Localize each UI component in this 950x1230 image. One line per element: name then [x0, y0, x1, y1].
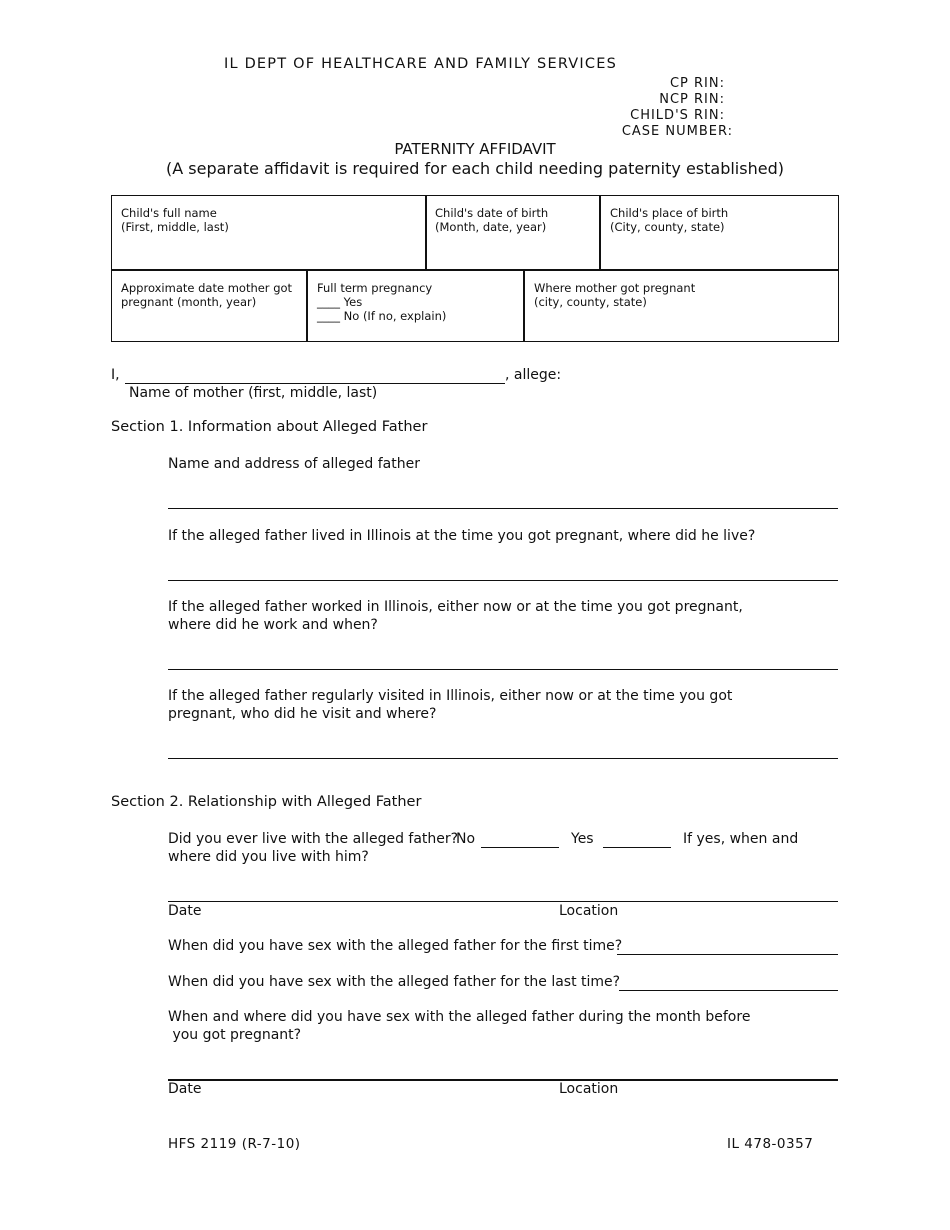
section2-heading: Section 2. Relationship with Alleged Father — [111, 794, 422, 810]
no-answer-blank[interactable] — [481, 847, 559, 848]
yes-option: ____ Yes — [317, 295, 363, 309]
childs-dob-field[interactable] — [426, 197, 598, 243]
date-caption: Date — [168, 903, 202, 919]
childs-full-name-field[interactable] — [112, 197, 422, 243]
no-option: ____ No (If no, explain) — [317, 309, 447, 323]
location-caption: Location — [559, 1081, 619, 1097]
allege-suffix: , allege: — [505, 367, 562, 383]
first-sex-question: When did you have sex with the alleged father for the first time? — [168, 938, 623, 954]
month-before-answer-line[interactable] — [168, 1079, 838, 1081]
form-title: PATERNITY AFFIDAVIT — [394, 140, 556, 158]
father-name-address-question: Name and address of alleged father — [168, 456, 420, 472]
field-label: Approximate date mother got — [121, 281, 293, 295]
first-sex-answer-line[interactable] — [617, 954, 838, 955]
month-before-question-line1: When and where did you have sex with the alleged father during the month before — [168, 1009, 751, 1025]
father-illinois-visit-answer-line[interactable] — [168, 758, 838, 759]
mother-name-input-line[interactable] — [125, 383, 505, 384]
cp-rin-label: CP RIN: — [669, 76, 725, 91]
field-hint: (First, middle, last) — [121, 220, 229, 234]
ncp-rin-label: NCP RIN: — [659, 92, 725, 107]
father-illinois-work-answer-line[interactable] — [168, 669, 838, 670]
field-hint: (city, county, state) — [534, 295, 647, 309]
table-row-divider — [111, 269, 839, 271]
father-illinois-residence-question: If the alleged father lived in Illinois at the time you got pregnant, where did he live? — [168, 528, 756, 544]
department-name: IL DEPT OF HEALTHCARE AND FAMILY SERVICES — [224, 56, 617, 72]
childs-place-of-birth-field[interactable] — [601, 197, 837, 243]
field-hint: (Month, date, year) — [435, 220, 547, 234]
childs-rin-label: CHILD'S RIN: — [630, 108, 725, 123]
yes-option-label: Yes — [571, 831, 594, 847]
father-illinois-residence-answer-line[interactable] — [168, 580, 838, 581]
month-before-question-line2: you got pregnant? — [168, 1027, 302, 1043]
father-illinois-visit-question-line2: pregnant, who did he visit and where? — [168, 706, 437, 722]
last-sex-answer-line[interactable] — [619, 990, 838, 991]
section1-heading: Section 1. Information about Alleged Father — [111, 419, 428, 435]
father-illinois-visit-question-line1: If the alleged father regularly visited in Illinois, either now or at the time you got — [168, 688, 733, 704]
lived-with-answer-line[interactable] — [168, 901, 838, 902]
father-illinois-work-question-line2: where did he work and when? — [168, 617, 378, 633]
approx-pregnancy-date-field[interactable] — [112, 272, 306, 318]
lived-with-father-question: Did you ever live with the alleged father? — [168, 831, 459, 847]
no-option-label: No — [456, 831, 476, 847]
allege-prefix: I, — [111, 367, 120, 383]
form-number: HFS 2119 (R-7-10) — [168, 1136, 301, 1152]
last-sex-question: When did you have sex with the alleged father for the last time? — [168, 974, 621, 990]
field-label: pregnant (month, year) — [121, 295, 257, 309]
form-subtitle: (A separate affidavit is required for each child needing paternity established) — [166, 159, 784, 178]
field-label: Child's place of birth — [610, 206, 729, 220]
field-label: Child's date of birth — [435, 206, 549, 220]
pregnancy-location-field[interactable] — [525, 272, 837, 318]
date-caption: Date — [168, 1081, 202, 1097]
mother-name-caption: Name of mother (first, middle, last) — [129, 385, 378, 401]
location-caption: Location — [559, 903, 619, 919]
case-number-label: CASE NUMBER: — [621, 124, 733, 139]
father-illinois-work-question-line1: If the alleged father worked in Illinois, either now or at the time you got pregnant, — [168, 599, 743, 615]
lived-with-father-question-line2: where did you live with him? — [168, 849, 369, 865]
lived-with-father-followup: If yes, when and — [683, 831, 799, 847]
field-hint: (City, county, state) — [610, 220, 725, 234]
il-form-number: IL 478-0357 — [727, 1136, 814, 1152]
field-label: Where mother got pregnant — [534, 281, 696, 295]
field-label: Full term pregnancy — [317, 281, 433, 295]
father-name-address-answer-line[interactable] — [168, 508, 838, 509]
field-label: Child's full name — [121, 206, 217, 220]
full-term-pregnancy-field[interactable] — [308, 272, 522, 332]
yes-answer-blank[interactable] — [603, 847, 671, 848]
